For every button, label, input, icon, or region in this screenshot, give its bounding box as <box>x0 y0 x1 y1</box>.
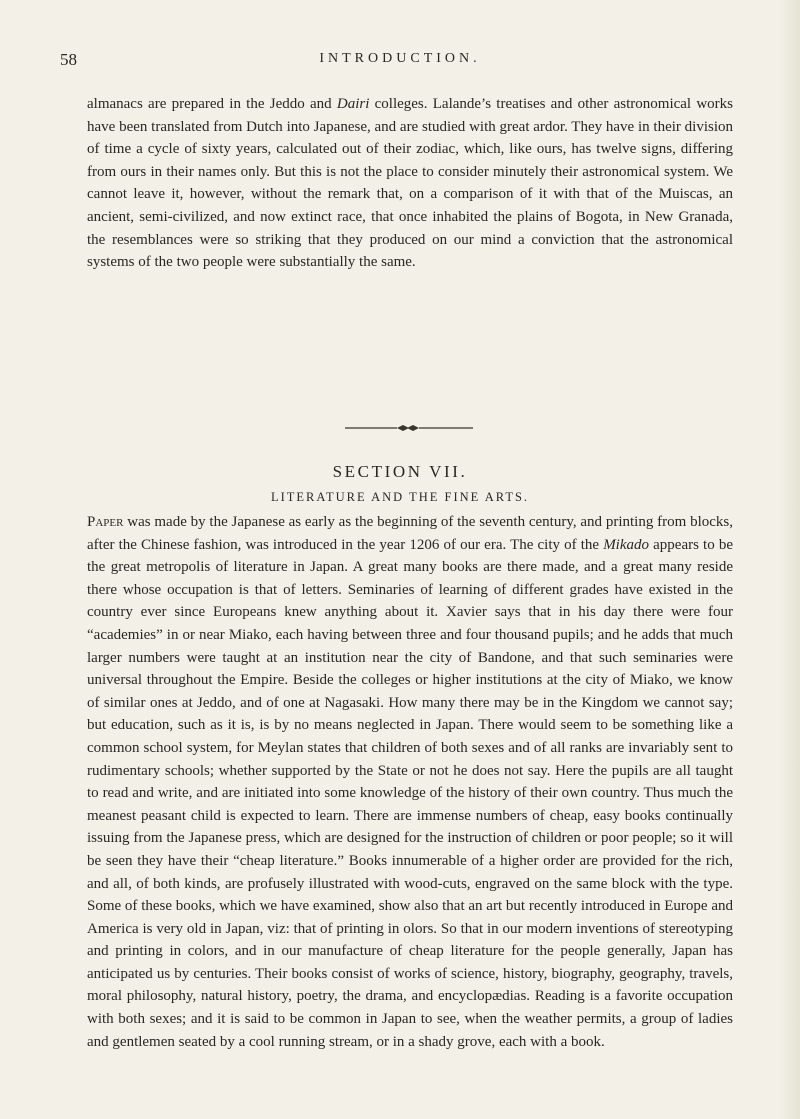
text-run: was made by the Japanese as early as the beginning of the seventh century, and printing from blocks, after the Chinese fashion, was introduced in the year 1206 of our era. The city of the <box>87 514 733 553</box>
running-head: INTRODUCTION. <box>319 51 481 66</box>
section-subtitle: LITERATURE AND THE FINE ARTS. <box>270 490 530 504</box>
section-title: SECTION VII. <box>332 462 468 481</box>
page-number: 58 <box>60 50 77 69</box>
paragraph-text <box>87 511 733 1053</box>
section-divider-ornament <box>345 424 473 432</box>
italic-term: Dairi <box>336 96 370 112</box>
paragraph-astronomy <box>87 93 733 274</box>
text-run: appears to be the great metropolis of literature in Japan. A great many books are there made, and a great many reside there whose occupation is that of letters. Seminaries of learning of different grades have existed in the country ever since Europeans knew anything about it. Xavier says that in his day there were four “academies” in or near Miako, each having between three and four thousand pupils; and he adds that much larger numbers were taught at an institution near the city of Bandone, and that such seminaries were universal throughout the Empire. Beside the colleges or higher institutions at the city of Miako, we know of similar ones at Jeddo, and of one at Nagasaki. How many there may be in the Kingdom we cannot say; but education, such as it is, is by no means neglected in Japan. There would seem to be something like a common school system, for Meylan states that children of both sexes and of all ranks are invariably sent to rudimentary schools; whether supported by the State or not he does not say. Here the pupils are all taught to read and write, and are initiated into some knowledge of the history of their own country. Thus much the meanest peasant child is expected to learn. There are immense numbers of cheap, easy books continually issuing from the Japanese press, which are designed for the instruction of children or poor people; so it will be seen they have their “cheap literature.” Books innumerable of a higher order are provided for the rich, and all, of both kinds, are profusely illustrated with wood-cuts, engraved on the same block with the type. Some of these books, which we have examined, show also that an art but recently introduced in Europe and America is very old in Japan, viz: that of printing in olors. So that in our modern inventions of stereotyping and printing in colors, and in our manufacture of cheap literature for the people generally, Japan has anticipated us by centuries. Their books consist of works of science, history, biography, geography, travels, moral philosophy, natural history, poetry, the drama, and encyclopædias. Reading is a favorite occupation with both sexes; and it is said to be common in Japan to see, when the weather permits, a group of ladies and gentlemen seated by a cool running stream, or in a shady grove, each with a book. <box>87 536 733 1050</box>
paragraph-literature <box>87 511 733 1053</box>
paragraph-text <box>87 93 733 274</box>
lead-word: Paper <box>87 514 124 530</box>
page-header <box>60 50 740 74</box>
text-run: colleges. Lalande’s treatises and other astronomical works have been translated from Dutch into Japanese, and are studied with great ardor. They have in their division of time a cycle of sixty years, calculated out of their zodiac, which, like ours, has twelve signs, differing from ours in their names only. But this is not the place to consider minutely their astronomical system. We cannot leave it, however, without the remark that, on a comparison of it with that of the Muiscas, an ancient, semi-civilized, and now extinct race, that once inhabited the plains of Bogota, in New Granada, the resemblances were so striking that they produced on our mind a conviction that the astronomical systems of the two people were substantially the same. <box>87 96 733 271</box>
italic-term: Mikado <box>603 536 650 553</box>
text-run: almanacs are prepared in the Jeddo and <box>87 96 337 112</box>
page-edge-shadow <box>778 0 800 1119</box>
